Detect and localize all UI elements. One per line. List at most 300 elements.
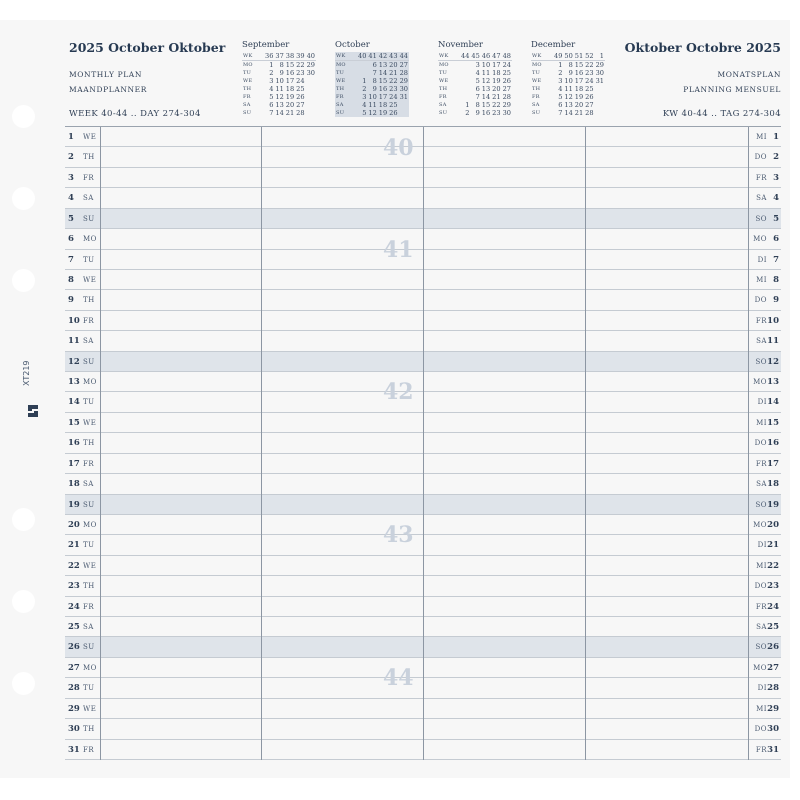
day-number: 31 [68, 744, 80, 755]
mini-calendar-date: 23 [585, 69, 594, 77]
mini-calendar-date: 14 [275, 109, 284, 117]
mini-calendar-date: 26 [502, 77, 511, 85]
day-name-de: DO [754, 153, 767, 162]
title-right: Oktober Octobre 2025 [624, 40, 781, 55]
day-number-right: 19 [767, 499, 779, 510]
mini-calendar-date: 20 [574, 101, 584, 109]
mini-calendar-date: 9 [279, 69, 284, 77]
day-number: 14 [68, 397, 80, 408]
day-name-en: FR [83, 459, 95, 468]
week-range-right: KW 40-44 .. TAG 274-304 [662, 109, 781, 119]
day-number: 20 [68, 519, 80, 530]
mini-calendar-week-number: 45 [471, 52, 480, 60]
mini-calendar-date: 17 [285, 77, 295, 85]
mini-calendar-date: 20 [285, 101, 295, 109]
day-name-en: SA [83, 337, 94, 346]
mini-calendar-date: 21 [285, 109, 295, 117]
mini-calendar-day-label: FR [243, 94, 251, 100]
mini-calendar-date: 18 [378, 101, 388, 109]
day-number-right: 9 [773, 295, 779, 306]
week-range-left: WEEK 40-44 .. DAY 274-304 [69, 109, 201, 119]
mini-calendar-date: 13 [378, 61, 388, 69]
mini-calendar-month-name: December [531, 40, 576, 50]
mini-calendar-date: 2 [465, 109, 470, 117]
day-number-right: 10 [767, 315, 779, 326]
mini-calendar-date: 11 [368, 101, 377, 109]
mini-calendar-day-label: TH [532, 86, 541, 92]
mini-calendar-date: 30 [306, 69, 315, 77]
mini-calendar-date: 14 [481, 93, 491, 101]
day-number-right: 17 [767, 458, 779, 469]
day-name-de: MO [753, 520, 767, 529]
day-name-en: MO [83, 235, 97, 244]
month-grid [65, 126, 781, 760]
mini-calendar-date: 16 [285, 69, 295, 77]
mini-calendar-date [460, 93, 470, 101]
brand-logo-icon [26, 404, 40, 418]
mini-calendar-date: 10 [481, 61, 491, 69]
day-number: 17 [68, 458, 80, 469]
mini-calendar-table [335, 52, 409, 117]
day-name-en: TU [83, 541, 95, 550]
mini-calendar-date: 1 [362, 77, 367, 85]
mini-calendar-date: 11 [275, 85, 284, 93]
mini-calendar-table [531, 52, 605, 117]
mini-calendar-date: 16 [378, 85, 388, 93]
day-name-de: FR [755, 459, 767, 468]
mini-calendar-week-number: 52 [585, 52, 594, 60]
brand-mark [18, 360, 48, 430]
day-name-de: MI [756, 561, 767, 570]
mini-calendar-wk-label: WK [242, 52, 264, 61]
mini-calendar-month-name: October [335, 40, 370, 50]
mini-calendar-date: 2 [269, 69, 274, 77]
mini-calendar-date: 18 [574, 85, 584, 93]
mini-calendar-date: 19 [574, 93, 584, 101]
day-name-de: DO [754, 296, 767, 305]
mini-calendar-day-label: SA [243, 102, 251, 108]
punch-hole [12, 590, 35, 613]
mini-calendar-date [399, 109, 409, 117]
mini-calendar-date: 25 [585, 85, 594, 93]
mini-calendar-day-label: SU [532, 110, 541, 116]
mini-calendar-date: 28 [296, 109, 305, 117]
mini-calendar-october [335, 40, 425, 117]
mini-calendar-month-name: September [242, 40, 290, 50]
mini-calendar-date: 13 [275, 101, 284, 109]
mini-calendar-date: 5 [558, 93, 563, 101]
mini-calendar-date: 3 [475, 61, 480, 69]
mini-calendar-date: 22 [492, 101, 501, 109]
day-name-en: SA [83, 480, 94, 489]
mini-calendar-date: 9 [372, 85, 377, 93]
mini-calendar-date [306, 109, 316, 117]
mini-calendar-day-label: WE [336, 78, 346, 84]
mini-calendar-date: 22 [585, 61, 594, 69]
day-number-right: 26 [767, 642, 779, 653]
mini-calendar-date: 26 [389, 109, 398, 117]
day-name-de: DO [754, 439, 767, 448]
mini-calendar-day-label: TH [439, 86, 448, 92]
mini-calendar-date: 22 [389, 77, 398, 85]
subtitle-planning-mensuel: PLANNING MENSUEL [683, 85, 781, 94]
day-number: 5 [68, 213, 74, 224]
day-name-en: MO [83, 378, 97, 387]
mini-calendar-date: 5 [475, 77, 480, 85]
mini-calendar-date: 21 [574, 109, 584, 117]
mini-calendar-date: 15 [481, 101, 491, 109]
mini-calendar-date [306, 85, 316, 93]
day-name-en: SU [83, 500, 95, 509]
mini-calendar-date [460, 77, 470, 85]
punch-hole [12, 672, 35, 695]
mini-calendar-date: 4 [362, 101, 367, 109]
mini-calendar-week-number: 37 [275, 52, 284, 60]
day-name-en: TU [83, 684, 95, 693]
mini-calendar-week-number: 39 [296, 52, 305, 60]
mini-calendar-wk-label: WK [335, 52, 357, 61]
mini-calendar-day-label: FR [336, 94, 344, 100]
mini-calendar-month-name: November [438, 40, 483, 50]
mini-calendar-date: 4 [558, 85, 563, 93]
day-name-en: MO [83, 663, 97, 672]
mini-calendar-date: 6 [372, 61, 377, 69]
mini-calendar-date: 18 [492, 69, 501, 77]
punch-hole [12, 105, 35, 128]
mini-calendar-date: 17 [574, 77, 584, 85]
mini-calendar-date [460, 85, 470, 93]
mini-calendar-date: 20 [492, 85, 501, 93]
mini-calendar-date: 12 [368, 109, 377, 117]
mini-calendar-date: 5 [362, 109, 367, 117]
mini-calendar-date: 10 [368, 93, 377, 101]
day-number-right: 3 [773, 172, 779, 183]
mini-calendar-week-number: 38 [285, 52, 295, 60]
mini-calendar-table [438, 52, 512, 117]
day-name-de: MI [756, 704, 767, 713]
mini-calendar-date: 31 [595, 77, 604, 85]
mini-calendar-day-label: WE [439, 78, 449, 84]
mini-calendar-date [595, 101, 605, 109]
mini-calendar-date: 3 [558, 77, 563, 85]
day-number: 8 [68, 274, 74, 285]
mini-calendar-date: 15 [285, 61, 295, 69]
mini-calendar-day-label: TH [243, 86, 252, 92]
mini-calendar-date: 19 [492, 77, 501, 85]
day-number-right: 18 [767, 479, 779, 490]
day-number-right: 5 [773, 213, 779, 224]
day-name-de: SO [755, 214, 767, 223]
day-name-en: TH [83, 725, 95, 734]
day-number: 2 [68, 152, 74, 163]
mini-calendar-date: 3 [362, 93, 367, 101]
day-number-right: 2 [773, 152, 779, 163]
mini-calendar-date: 6 [475, 85, 480, 93]
mini-calendar-date: 27 [502, 85, 511, 93]
mini-calendar-day-label: TH [336, 86, 345, 92]
mini-calendar-wk-label: WK [531, 52, 553, 61]
mini-calendar-date: 26 [585, 93, 594, 101]
day-name-de: MO [753, 663, 767, 672]
day-number-right: 21 [767, 540, 779, 551]
day-number-right: 7 [773, 254, 779, 265]
day-name-en: MO [83, 520, 97, 529]
mini-calendar-date: 9 [475, 109, 480, 117]
mini-calendar-week-number: 41 [368, 52, 377, 60]
day-name-de: MI [756, 275, 767, 284]
mini-calendar-week-number: 1 [595, 52, 605, 61]
mini-calendar-date: 23 [492, 109, 501, 117]
mini-calendar-date: 18 [285, 85, 295, 93]
day-name-en: WE [83, 418, 97, 427]
mini-calendar-date: 24 [585, 77, 594, 85]
mini-calendar-date: 29 [502, 101, 511, 109]
column-divider [748, 127, 749, 760]
mini-calendar-week-number: 47 [492, 52, 501, 60]
mini-calendar-date [357, 61, 367, 70]
mini-calendar-date [460, 69, 470, 77]
day-number-right: 8 [773, 274, 779, 285]
mini-calendar-date [306, 77, 316, 85]
mini-calendar-date: 22 [296, 61, 305, 69]
mini-calendar-date: 23 [296, 69, 305, 77]
mini-calendar-date: 1 [558, 61, 563, 69]
day-name-de: SA [756, 337, 767, 346]
mini-calendar-week-number: 40 [358, 52, 367, 60]
mini-calendar-date: 14 [564, 109, 573, 117]
day-name-en: FR [83, 173, 95, 182]
mini-calendar-date: 29 [595, 61, 604, 69]
day-number-right: 25 [767, 622, 779, 633]
mini-calendar-date: 27 [296, 101, 305, 109]
mini-calendar-week-number: 44 [461, 52, 470, 60]
mini-calendar-date: 6 [269, 101, 274, 109]
day-name-en: TH [83, 582, 95, 591]
mini-calendar-date [595, 93, 605, 101]
day-name-de: DO [754, 582, 767, 591]
column-divider [261, 127, 262, 760]
day-number: 19 [68, 499, 80, 510]
day-name-en: TU [83, 255, 95, 264]
column-divider [100, 127, 101, 760]
day-name-en: WE [83, 275, 97, 284]
mini-calendar-date: 12 [275, 93, 284, 101]
day-name-en: WE [83, 133, 97, 141]
day-number-right: 28 [767, 683, 779, 694]
mini-calendar-week-number: 48 [502, 52, 511, 60]
mini-calendar-date: 7 [372, 69, 377, 77]
mini-calendar-date: 11 [481, 69, 491, 77]
day-name-de: MO [753, 378, 767, 387]
subtitle-maandplanner: MAANDPLANNER [69, 85, 147, 94]
day-name-de: FR [755, 745, 767, 754]
day-number-right: 16 [767, 438, 779, 449]
mini-calendar-day-label: FR [439, 94, 447, 100]
day-name-de: FR [755, 602, 767, 611]
mini-calendar-date: 8 [568, 61, 573, 69]
mini-calendar-week-number: 51 [574, 52, 584, 60]
mini-calendar-date: 8 [372, 77, 377, 85]
mini-calendar-date: 24 [389, 93, 398, 101]
mini-calendar-date: 8 [279, 61, 284, 69]
mini-calendar-date: 30 [399, 85, 408, 93]
title-left: 2025 October Oktober [69, 40, 226, 55]
mini-calendar-day-label: FR [532, 94, 540, 100]
mini-calendar-date: 26 [296, 93, 305, 101]
day-number-right: 11 [767, 336, 779, 347]
mini-calendar-date: 13 [481, 85, 491, 93]
mini-calendar-day-label: SU [336, 110, 345, 116]
mini-calendar-date: 13 [564, 101, 573, 109]
mini-calendar-date: 7 [269, 109, 274, 117]
day-number-right: 29 [767, 703, 779, 714]
day-number-right: 1 [773, 132, 779, 142]
column-divider [585, 127, 586, 760]
mini-calendar-date: 29 [306, 61, 315, 69]
day-name-en: SU [83, 214, 95, 223]
day-name-de: DI [757, 255, 767, 264]
day-name-de: SA [756, 194, 767, 203]
mini-calendar-date: 19 [285, 93, 295, 101]
day-number: 21 [68, 540, 80, 551]
mini-calendar-date: 2 [558, 69, 563, 77]
day-name-de: DI [757, 541, 767, 550]
mini-calendar-day-label: MO [336, 62, 346, 68]
mini-calendar-date: 15 [574, 61, 584, 69]
mini-calendar-week-number: 40 [306, 52, 315, 60]
mini-calendar-week-number: 43 [389, 52, 398, 60]
day-number-right: 13 [767, 377, 779, 388]
mini-calendar-date: 10 [564, 77, 573, 85]
mini-calendar-date: 16 [574, 69, 584, 77]
day-number: 18 [68, 479, 80, 490]
mini-calendar-date: 25 [296, 85, 305, 93]
mini-calendar-september [242, 40, 332, 117]
mini-calendar-week-number: 44 [399, 52, 408, 60]
day-name-de: SA [756, 480, 767, 489]
mini-calendar-date: 7 [558, 109, 563, 117]
mini-calendar-date: 27 [399, 61, 408, 69]
punch-hole [12, 187, 35, 210]
column-divider [423, 127, 424, 760]
day-name-en: WE [83, 704, 97, 713]
day-name-de: FR [755, 316, 767, 325]
mini-calendar-date: 3 [269, 77, 274, 85]
day-name-de: MO [753, 235, 767, 244]
day-name-en: TU [83, 398, 95, 407]
mini-calendar-date: 28 [502, 93, 511, 101]
mini-calendar-week-number: 42 [378, 52, 388, 60]
day-name-de: DI [757, 684, 767, 693]
mini-calendar-date [306, 93, 316, 101]
day-number: 1 [68, 132, 74, 142]
mini-calendar-date: 4 [269, 85, 274, 93]
punch-hole [12, 508, 35, 531]
mini-calendar-table [242, 52, 316, 117]
mini-calendar-date: 25 [502, 69, 511, 77]
subtitle-monthly-plan: MONTHLY PLAN [69, 70, 142, 79]
day-number: 27 [68, 662, 80, 673]
mini-calendar-date [460, 61, 470, 70]
day-number: 22 [68, 560, 80, 571]
day-number: 13 [68, 377, 80, 388]
mini-calendar-week-number: 49 [554, 52, 563, 60]
mini-calendar-date: 12 [564, 93, 573, 101]
mini-calendar-date: 2 [362, 85, 367, 93]
day-number: 26 [68, 642, 80, 653]
mini-calendar-date: 29 [399, 77, 408, 85]
mini-calendar-date: 20 [389, 61, 398, 69]
mini-calendar-december [531, 40, 621, 117]
mini-calendar-week-number: 46 [481, 52, 491, 60]
day-number-right: 14 [767, 397, 779, 408]
mini-calendar-date: 28 [585, 109, 594, 117]
week-number-watermark: 43 [383, 522, 414, 548]
day-number-right: 20 [767, 519, 779, 530]
mini-calendar-day-label: SU [439, 110, 448, 116]
mini-calendar-day-label: SA [336, 102, 344, 108]
mini-calendar-date: 1 [465, 101, 470, 109]
day-number: 11 [68, 336, 80, 347]
mini-calendar-day-label: TU [336, 70, 345, 76]
day-number-right: 30 [767, 724, 779, 735]
mini-calendar-date: 7 [475, 93, 480, 101]
mini-calendar-date: 6 [558, 101, 563, 109]
day-name-de: DO [754, 725, 767, 734]
week-number-watermark: 41 [383, 237, 414, 263]
mini-calendar-date: 24 [502, 61, 511, 69]
day-name-en: TH [83, 296, 95, 305]
mini-calendar-date: 16 [481, 109, 491, 117]
mini-calendar-date: 14 [378, 69, 388, 77]
mini-calendar-day-label: SA [439, 102, 447, 108]
day-number: 10 [68, 315, 80, 326]
mini-calendar-date: 8 [475, 101, 480, 109]
mini-calendar-date: 19 [378, 109, 388, 117]
mini-calendar-date: 11 [564, 85, 573, 93]
day-name-de: FR [755, 173, 767, 182]
subtitle-monatsplan: MONATSPLAN [717, 70, 781, 79]
mini-calendar-date [399, 101, 409, 109]
mini-calendar-date [595, 109, 605, 117]
day-number: 16 [68, 438, 80, 449]
day-name-de: SO [755, 357, 767, 366]
day-number: 7 [68, 254, 74, 265]
week-number-watermark: 40 [383, 135, 414, 161]
week-number-watermark: 42 [383, 379, 414, 405]
day-name-en: WE [83, 561, 97, 570]
mini-calendar-date: 31 [399, 93, 408, 101]
day-number: 9 [68, 295, 74, 306]
mini-calendar-date [595, 85, 605, 93]
mini-calendar-date: 30 [595, 69, 604, 77]
day-number: 15 [68, 417, 80, 428]
day-number-right: 23 [767, 581, 779, 592]
mini-calendar-date: 9 [568, 69, 573, 77]
day-name-en: SU [83, 357, 95, 366]
mini-calendar-date: 17 [378, 93, 388, 101]
mini-calendar-date: 30 [502, 109, 511, 117]
mini-calendar-date: 28 [399, 69, 408, 77]
mini-calendar-wk-label: WK [438, 52, 460, 61]
day-number: 12 [68, 356, 80, 367]
day-name-de: MI [756, 133, 767, 141]
mini-calendar-date: 23 [389, 85, 398, 93]
day-number: 3 [68, 172, 74, 183]
mini-calendar-date: 12 [481, 77, 491, 85]
mini-calendar-date: 21 [492, 93, 501, 101]
day-name-en: FR [83, 602, 95, 611]
